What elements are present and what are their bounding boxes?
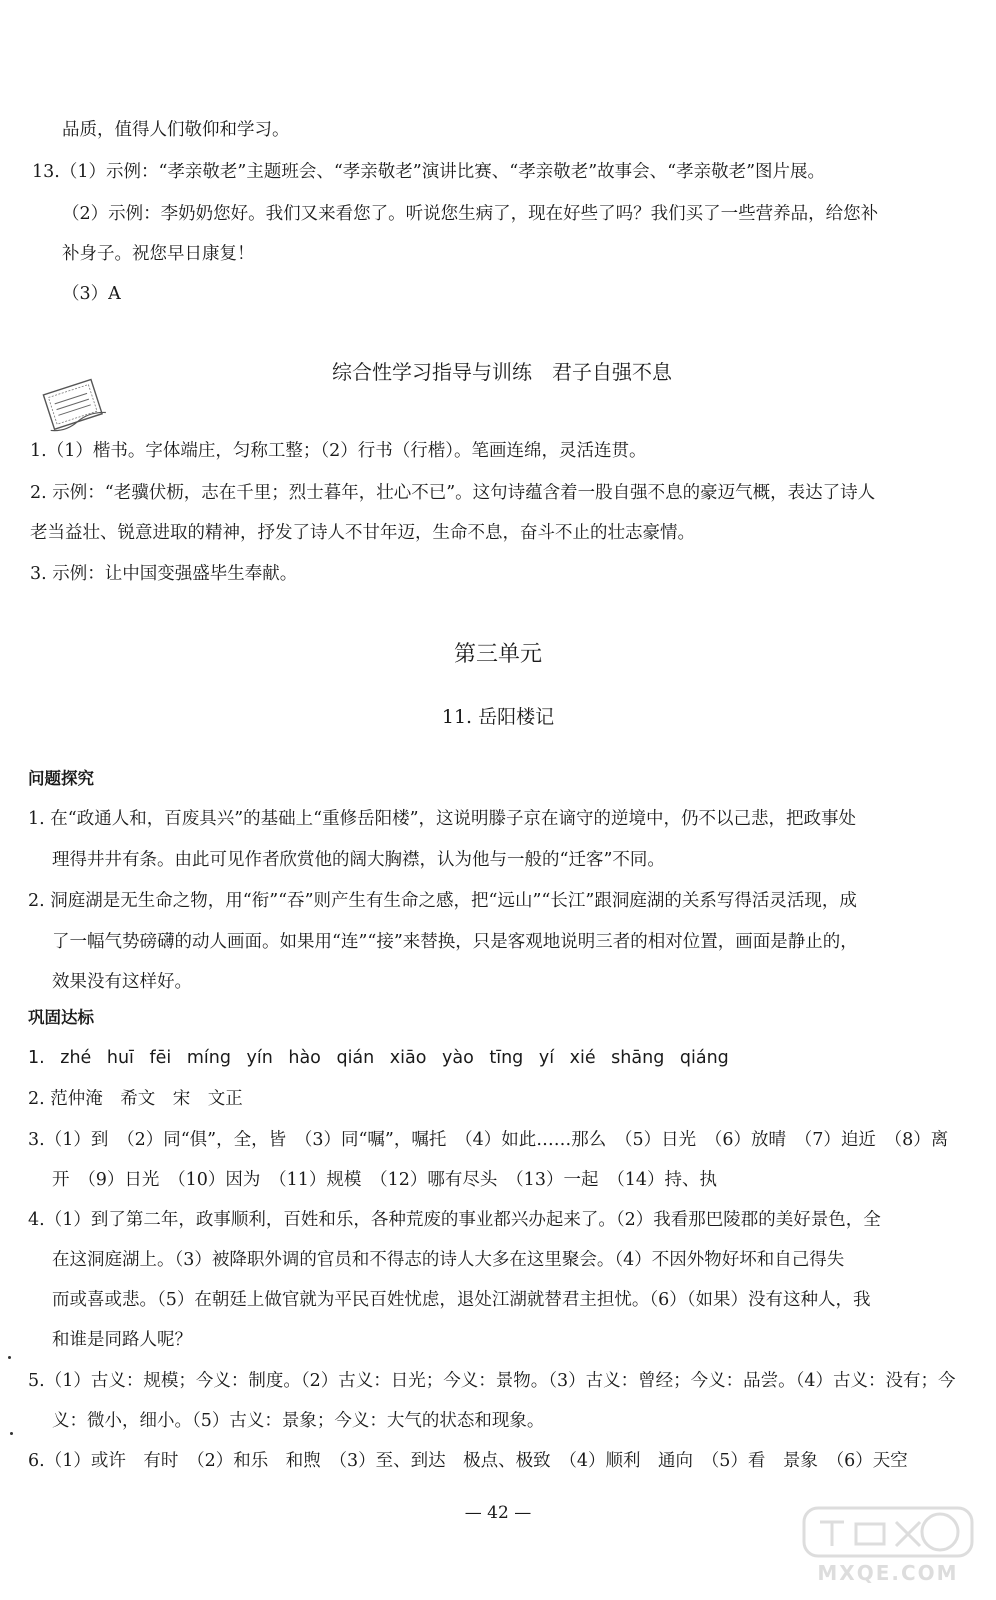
section-label-inquiry: 问题探究 <box>28 769 94 788</box>
svg-text:MXQE.COM: MXQE.COM <box>817 1561 959 1585</box>
answer-line: 补身子。祝您早日康复！ <box>62 244 255 264</box>
answer-line: 5.（1）古义：规模；今义：制度。（2）古义：日光；今义：景物。（3）古义：曾经；今义：品尝。（4）古义：没有；今 <box>28 1371 956 1391</box>
margin-dot <box>8 1356 11 1359</box>
answer-line: 效果没有这样好。 <box>52 972 192 992</box>
answer-line: 和谁是同路人呢？ <box>52 1330 192 1350</box>
answer-line: 6.（1）或许 有时 （2）和乐 和煦 （3）至、到达 极点、极致 （4）顺利 通向 （5）看 景象 （6）天空 <box>28 1451 908 1471</box>
unit-title: 第三单元 <box>453 642 542 667</box>
answer-line: 1.（1）楷书。字体端庄，匀称工整；（2）行书（行楷）。笔画连绵，灵活连贯。 <box>30 441 647 461</box>
margin-dot <box>10 1432 13 1435</box>
answer-line: 义：微小，细小。（5）古义：景象；今义：大气的状态和现象。 <box>52 1411 545 1431</box>
pinyin-line: 1. zhé huī fēi míng yín hào qián xiāo yào tīng yí xié shāng qiáng <box>28 1048 729 1068</box>
answer-line: 理得井井有条。由此可见作者欣赏他的阔大胸襟，认为他与一般的“迁客”不同。 <box>52 850 665 870</box>
answer-line: 4.（1）到了第二年，政事顺利，百姓和乐，各种荒废的事业都兴办起来了。（2）我看那巴陵郡的美好景色，全 <box>28 1210 881 1230</box>
answer-line: （2）示例：李奶奶您好。我们又来看您了。听说您生病了，现在好些了吗？我们买了一些营养品，给您补 <box>62 204 879 224</box>
answer-line: 开 （9）日光 （10）因为 （11）规模 （12）哪有尽头 （13）一起 （14）持、执 <box>52 1170 717 1190</box>
lesson-title: 11. 岳阳楼记 <box>441 706 555 728</box>
answer-line: 1. 在“政通人和，百废具兴”的基础上“重修岳阳楼”，这说明滕子京在谪守的逆境中，仍不以己悲，把政事处 <box>28 809 857 829</box>
answer-line: 了一幅气势磅礴的动人画面。如果用“连”“接”来替换，只是客观地说明三者的相对位置，画面是静止的， <box>52 932 858 952</box>
answer-line: 2. 洞庭湖是无生命之物，用“衔”“吞”则产生有生命之感，把“远山”“长江”跟洞庭湖的关系写得活灵活现，成 <box>28 891 857 911</box>
watermark-logo <box>800 1504 976 1586</box>
page-number: — 42 — <box>464 1503 532 1523</box>
answer-line: 2. 范仲淹 希文 宋 文正 <box>28 1089 243 1109</box>
answer-line: 而或喜或悲。（5）在朝廷上做官就为平民百姓忧虑，退处江湖就替君主担忧。（6）（如果）没有这种人，我 <box>52 1290 871 1310</box>
answer-line: 2. 示例：“老骥伏枥，志在千里；烈士暮年，壮心不已”。这句诗蕴含着一股自强不息的豪迈气概，表达了诗人 <box>30 483 876 503</box>
answer-line: 13.（1）示例：“孝亲敬老”主题班会、“孝亲敬老”演讲比赛、“孝亲敬老”故事会、“孝亲敬老”图片展。 <box>32 162 826 182</box>
stamp-logo <box>38 376 110 434</box>
section-label-consolidate: 巩固达标 <box>28 1008 94 1027</box>
answer-line: （3）A <box>62 284 121 304</box>
answer-line: 3.（1）到 （2）同“俱”，全，皆 （3）同“嘱”，嘱托 （4）如此……那么 （5）日光 （6）放晴 （7）迫近 （8）离 <box>28 1130 949 1150</box>
answer-line: 在这洞庭湖上。（3）被降职外调的官员和不得志的诗人大多在这里聚会。（4）不因外物好坏和自己得失 <box>52 1250 845 1270</box>
answer-line: 老当益壮、锐意进取的精神，抒发了诗人不甘年迈，生命不息，奋斗不止的壮志豪情。 <box>30 523 695 543</box>
answer-line: 3. 示例：让中国变强盛毕生奉献。 <box>30 564 298 584</box>
activity-title: 综合性学习指导与训练 君子自强不息 <box>332 360 672 384</box>
answer-line: 品质，值得人们敬仰和学习。 <box>62 120 290 140</box>
